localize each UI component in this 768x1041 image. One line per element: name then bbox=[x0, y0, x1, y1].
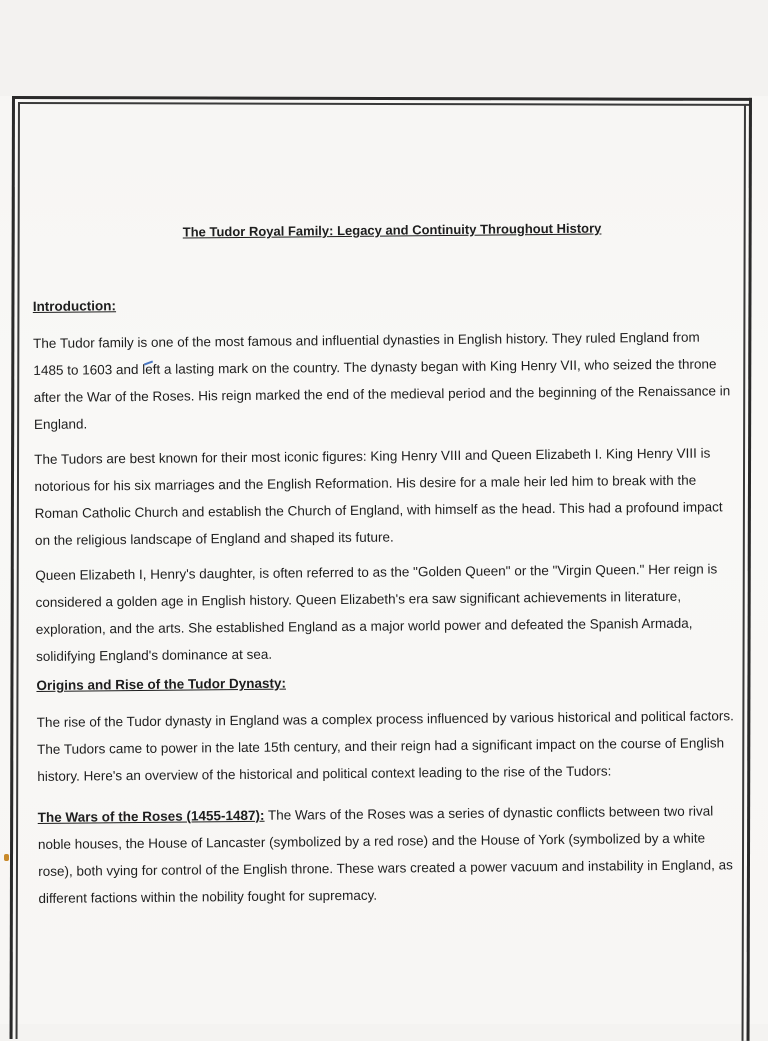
intro-paragraph-3: Queen Elizabeth I, Henry's daughter, is often referred to as the "Golden Queen" or the "Virgin Queen." Her reign is considered a golden age in English history. Queen Elizabeth's era saw significant achievements in literature, exploration, and the arts. She established England as a major world power and defeated the Spanish Armada, solidifying England's dominance at sea. bbox=[35, 561, 718, 664]
origins-paragraph: The rise of the Tudor dynasty in England was a complex process influenced by various historical and political factors. The Tudors came to power in the late 15th century, and their reign had a significant impact on the course of English history. Here's an overview of the historical and political context leading to the rise of the Tudors: bbox=[36, 708, 734, 784]
introduction-heading: Introduction: bbox=[32, 298, 117, 314]
margin-mark bbox=[4, 854, 9, 861]
document-title: The Tudor Royal Family: Legacy and Continuity Throughout History bbox=[182, 220, 602, 240]
intro-paragraph-2: The Tudors are best known for their most iconic figures: King Henry VIII and Queen Elizabeth I. King Henry VIII is notorious for his six marriages and the English Reformation. His desire for a male heir led him to break with the Roman Catholic Church and establish the Church of England, with himself as the head. This had a profound impact on the religious landscape of England and shaped its future. bbox=[34, 445, 723, 548]
document-body bbox=[32, 219, 739, 920]
origins-heading: Origins and Rise of the Tudor Dynasty: bbox=[36, 675, 287, 693]
wars-of-roses-heading: The Wars of the Roses (1455-1487): bbox=[37, 807, 265, 825]
wars-of-roses-text: The Wars of the Roses was a series of dynastic conflicts between two rival noble houses, the House of Lancaster (symbolized by a red rose) and the House of York (symbolized by a white rose), both vying for control of the English throne. These wars created a power vacuum and instability in England, as different factions within the nobility fought for supremacy. bbox=[37, 803, 733, 906]
wars-of-roses-paragraph bbox=[38, 797, 739, 912]
top-margin bbox=[0, 0, 768, 96]
intro-paragraph-1: The Tudor family is one of the most famous and influential dynasties in English history. They ruled England from 1485 to 1603 and left a lasting mark on the country. The dynasty began with King Henry VII, who seized the throne after the War of the Roses. His reign marked the end of the medieval period and the beginning of the Renaissance in England. bbox=[33, 329, 731, 432]
